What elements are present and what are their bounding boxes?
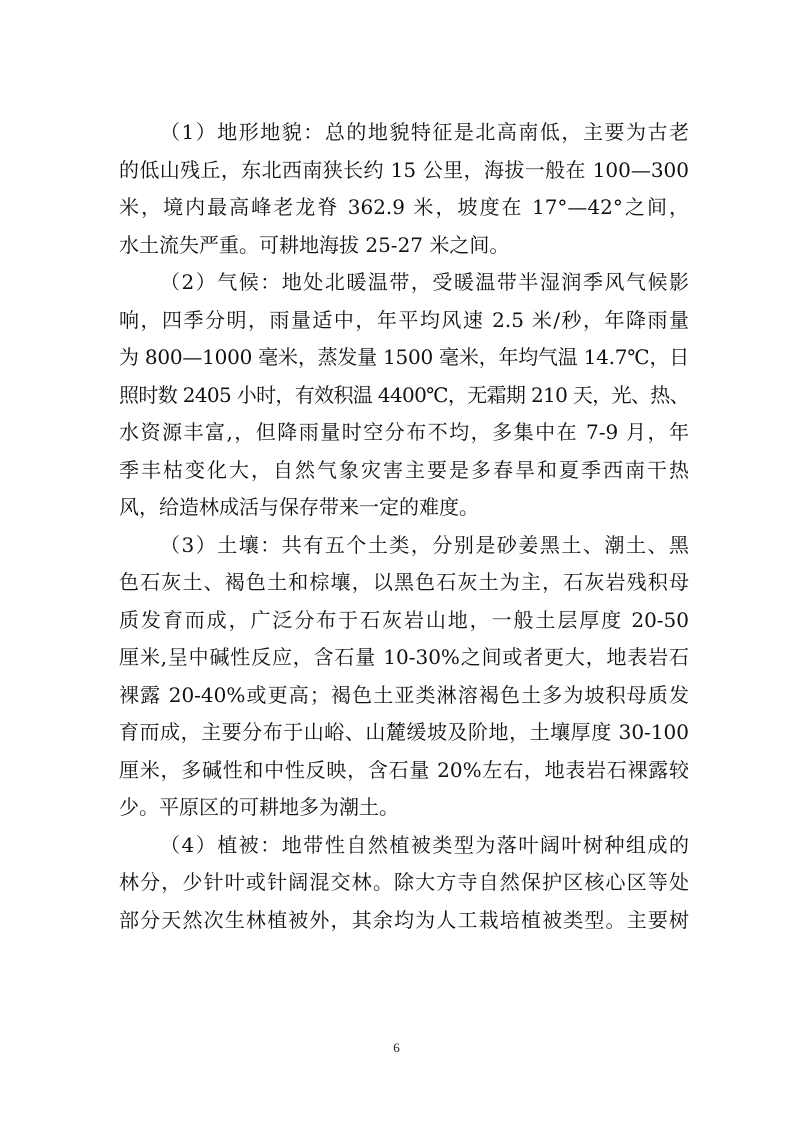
text-line: 少。平原区的可耕地多为潮土。 [119, 795, 399, 819]
text-line: （3）土壤：共有五个土类，分别是砂姜黑土、潮土、黑 [160, 532, 689, 557]
text-line: 季丰枯变化大，自然气象灾害主要是多春旱和夏季西南干热 [119, 457, 689, 482]
text-line: 照时数 2405 小时，有效积温 4400℃，无霜期 210 天，光、热、 [119, 382, 689, 407]
text-line: 质发育而成，广泛分布于石灰岩山地，一般土层厚度 20-50 [119, 607, 689, 632]
text-line: 林分，少针叶或针阔混交林。除大方寺自然保护区核心区等处 [119, 870, 689, 894]
text-line: 风，给造林成活与保存带来一定的难度。 [119, 495, 479, 519]
text-line: 的低山残丘，东北西南狭长约 15 公里，海拔一般在 100—300 [119, 157, 689, 182]
text-line: 水资源丰富,，但降雨量时空分布不均，多集中在 7-9 月，年 [119, 420, 689, 444]
text-line: （2）气候：地处北暖温带，受暖温带半湿润季风气候影 [160, 270, 689, 294]
text-line: 响，四季分明，雨量适中，年平均风速 2.5 米/秒，年降雨量 [119, 307, 689, 332]
paragraph-terrain [119, 114, 689, 264]
text-line: 裸露 20-40%或更高；褐色土亚类淋溶褐色土多为坡积母质发 [119, 682, 689, 707]
page-number: 6 [393, 1040, 400, 1055]
text-line: （1）地形地貌：总的地貌特征是北高南低，主要为古老 [160, 120, 689, 144]
text-line: 育而成，主要分布于山峪、山麓缓坡及阶地，土壤厚度 30-100 [119, 720, 689, 744]
paragraph-soil [119, 527, 689, 827]
paragraph-climate [119, 264, 689, 527]
text-line: （4）植被：地带性自然植被类型为落叶阔叶树种组成的 [160, 832, 689, 857]
text-line: 水土流失严重。可耕地海拔 25-27 米之间。 [119, 232, 510, 257]
body-text [119, 114, 689, 939]
text-line: 米，境内最高峰老龙脊 362.9 米，坡度在 17°—42°之间， [119, 195, 689, 219]
text-line: 色石灰土、褐色土和棕壤，以黑色石灰土为主，石灰岩残积母 [119, 570, 689, 594]
text-line: 部分天然次生林植被外，其余均为人工栽培植被类型。主要树 [119, 907, 689, 932]
text-line: 厘米，多碱性和中性反映，含石量 20%左右，地表岩石裸露较 [119, 757, 689, 782]
text-line: 为 800—1000 毫米，蒸发量 1500 毫米，年均气温 14.7℃，日 [119, 345, 689, 369]
paragraph-vegetation [119, 827, 689, 940]
text-line: 厘米,呈中碱性反应，含石量 10-30%之间或者更大，地表岩石 [119, 645, 689, 669]
